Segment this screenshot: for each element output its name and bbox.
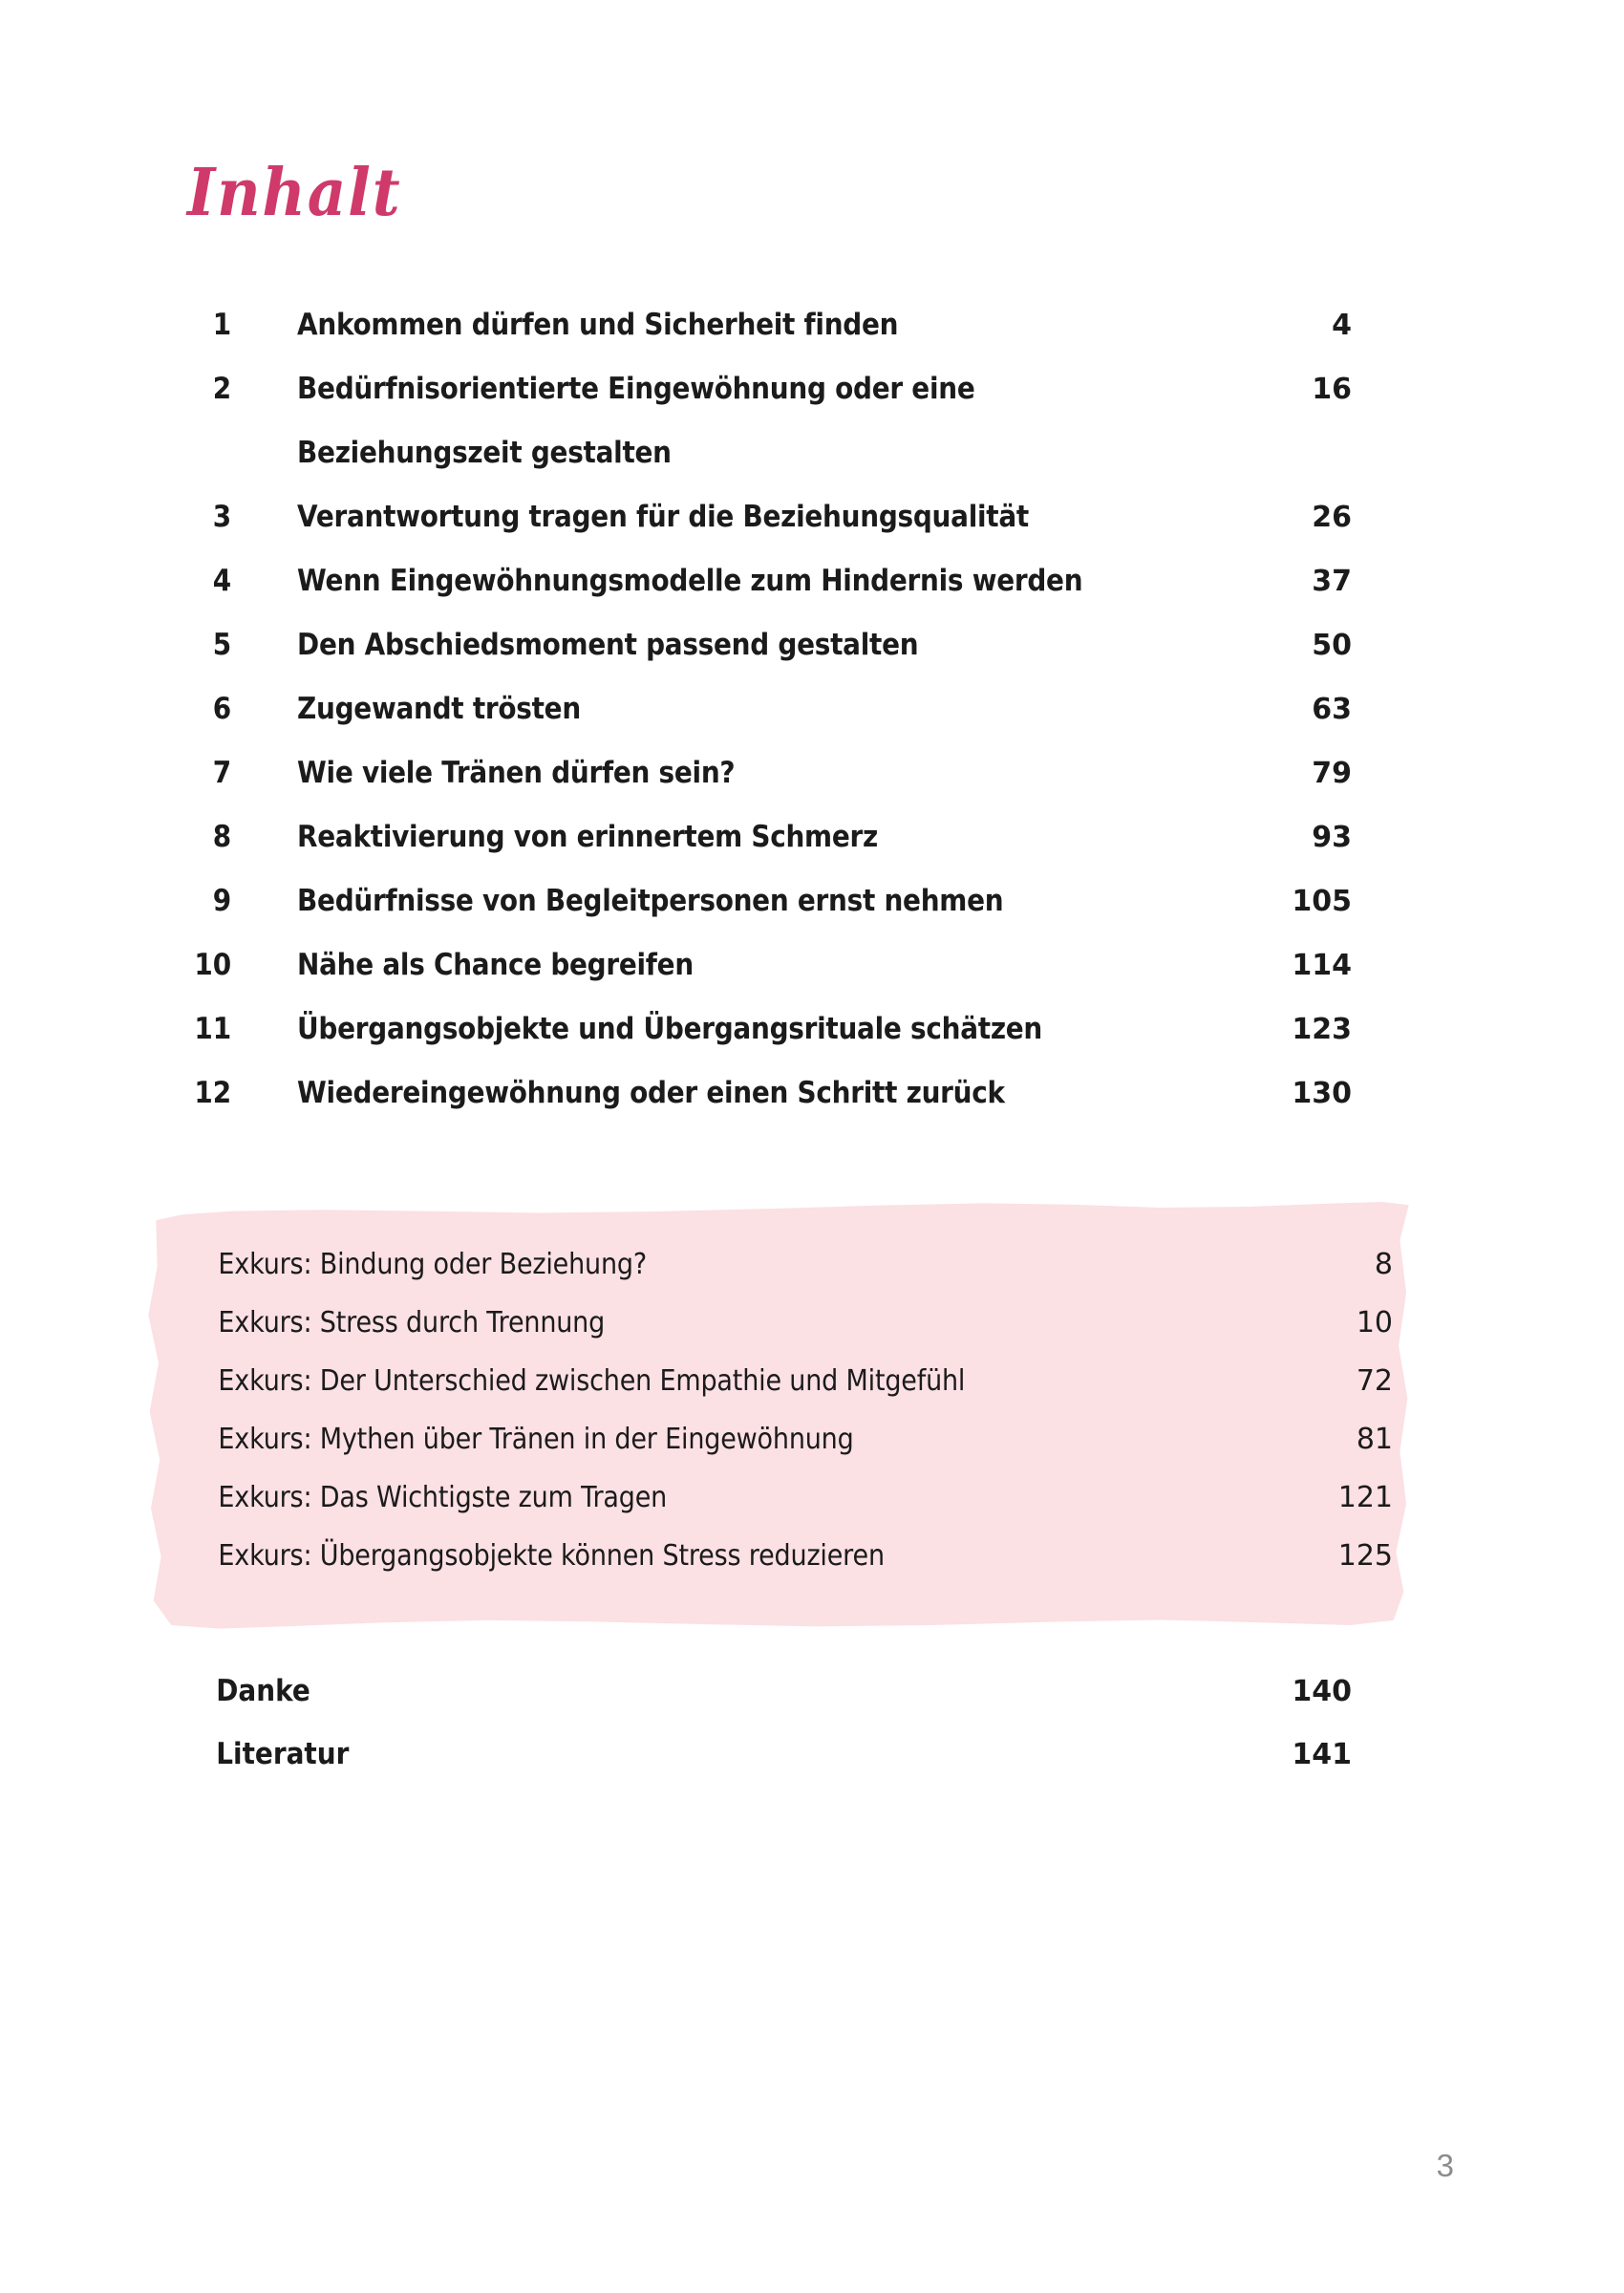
page-number: 3 — [1436, 2148, 1454, 2183]
chapter-page-number: 50 — [1312, 629, 1352, 662]
chapter-page-number: 93 — [1312, 821, 1352, 854]
backmatter-entry[interactable] — [162, 1737, 1352, 1800]
toc-entry[interactable] — [162, 308, 1352, 372]
exkurs-entry[interactable] — [162, 1539, 1393, 1597]
exkurs-entry[interactable] — [162, 1423, 1393, 1481]
chapter-page-number: 105 — [1292, 885, 1352, 918]
chapter-title: Beziehungszeit gestalten — [297, 436, 672, 470]
chapter-title: Bedürfnisse von Begleitpersonen ernst nehmen — [297, 884, 1004, 918]
exkurs-page-number: 121 — [1337, 1481, 1393, 1514]
toc-entry[interactable] — [162, 564, 1352, 628]
exkurs-page-number: 10 — [1356, 1306, 1393, 1339]
page-title: Inhalt — [187, 155, 402, 231]
exkurs-page-number: 81 — [1356, 1423, 1393, 1456]
exkurs-title: Exkurs: Das Wichtigste zum Tragen — [218, 1481, 668, 1514]
backmatter-page-number: 141 — [1292, 1738, 1352, 1771]
exkurs-entry[interactable] — [162, 1306, 1393, 1364]
chapter-page-number: 123 — [1292, 1013, 1352, 1046]
exkurs-title: Exkurs: Übergangsobjekte können Stress reduzieren — [218, 1539, 885, 1573]
toc-entry[interactable] — [162, 372, 1352, 436]
chapter-title: Wiedereingewöhnung oder einen Schritt zurück — [297, 1076, 1005, 1110]
backmatter-page-number: 140 — [1292, 1675, 1352, 1708]
chapter-number: 8 — [212, 820, 232, 854]
chapter-number: 9 — [212, 884, 232, 918]
exkurs-page-number: 125 — [1337, 1539, 1393, 1573]
chapter-title: Übergangsobjekte und Übergangsrituale schätzen — [297, 1012, 1043, 1046]
chapter-title: Nähe als Chance begreifen — [297, 948, 694, 982]
chapter-number: 6 — [212, 692, 232, 726]
toc-entry[interactable] — [162, 1076, 1352, 1140]
exkurs-page-number: 8 — [1374, 1248, 1393, 1281]
chapter-title: Verantwortung tragen für die Beziehungsqualität — [297, 500, 1029, 534]
chapter-number: 4 — [212, 564, 232, 598]
chapter-title: Bedürfnisorientierte Eingewöhnung oder eine — [297, 372, 975, 406]
toc-entry[interactable] — [162, 948, 1352, 1012]
toc-entry[interactable] — [162, 436, 1352, 500]
chapter-page-number: 79 — [1312, 757, 1352, 790]
chapter-number: 1 — [212, 308, 232, 342]
chapter-page-number: 114 — [1292, 949, 1352, 982]
exkurs-entry[interactable] — [162, 1364, 1393, 1423]
chapter-title: Wenn Eingewöhnungsmodelle zum Hindernis werden — [297, 564, 1083, 598]
chapter-number: 5 — [212, 628, 232, 662]
chapter-title: Zugewandt trösten — [297, 692, 581, 726]
chapter-title: Den Abschiedsmoment passend gestalten — [297, 628, 919, 662]
chapter-page-number: 63 — [1312, 693, 1352, 726]
chapter-page-number: 4 — [1332, 309, 1352, 342]
toc-entry[interactable] — [162, 628, 1352, 692]
chapter-number: 12 — [194, 1076, 232, 1110]
exkurs-page-number: 72 — [1356, 1364, 1393, 1398]
toc-entry[interactable] — [162, 1012, 1352, 1076]
chapter-list — [162, 308, 1352, 1140]
chapter-number: 10 — [194, 948, 232, 982]
chapter-title: Reaktivierung von erinnertem Schmerz — [297, 820, 878, 854]
chapter-page-number: 37 — [1312, 565, 1352, 598]
backmatter-entry[interactable] — [162, 1674, 1352, 1737]
exkurs-list — [162, 1248, 1393, 1597]
chapter-title: Wie viele Tränen dürfen sein? — [297, 756, 736, 790]
exkurs-entry[interactable] — [162, 1481, 1393, 1539]
exkurs-title: Exkurs: Mythen über Tränen in der Eingewöhnung — [218, 1423, 854, 1456]
exkurs-entry[interactable] — [162, 1248, 1393, 1306]
chapter-number: 11 — [194, 1012, 232, 1046]
toc-entry[interactable] — [162, 500, 1352, 564]
exkurs-section — [143, 1196, 1414, 1636]
backmatter-title: Danke — [216, 1674, 310, 1708]
backmatter-title: Literatur — [216, 1737, 350, 1771]
toc-entry[interactable] — [162, 756, 1352, 820]
chapter-page-number: 130 — [1292, 1077, 1352, 1110]
toc-entry[interactable] — [162, 692, 1352, 756]
toc-entry[interactable] — [162, 884, 1352, 948]
chapter-number: 7 — [212, 756, 232, 790]
chapter-title: Ankommen dürfen und Sicherheit finden — [297, 308, 899, 342]
exkurs-title: Exkurs: Stress durch Trennung — [218, 1306, 606, 1339]
chapter-number: 2 — [212, 372, 232, 406]
chapter-page-number: 26 — [1312, 501, 1352, 534]
toc-entry[interactable] — [162, 820, 1352, 884]
exkurs-title: Exkurs: Der Unterschied zwischen Empathie und Mitgefühl — [218, 1364, 966, 1398]
chapter-number: 3 — [212, 500, 232, 534]
exkurs-title: Exkurs: Bindung oder Beziehung? — [218, 1248, 648, 1281]
chapter-page-number: 16 — [1312, 373, 1352, 406]
backmatter-list — [162, 1674, 1352, 1800]
